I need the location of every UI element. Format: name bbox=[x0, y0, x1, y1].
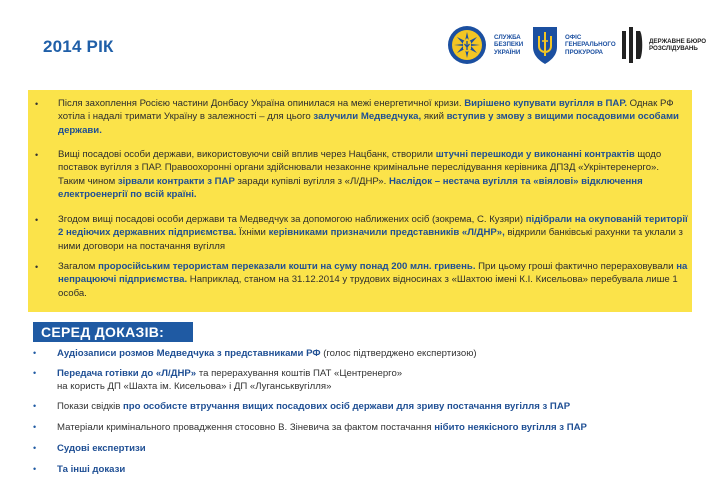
sbu-logo-line: УКРАЇНИ bbox=[494, 48, 521, 56]
header bbox=[0, 0, 720, 90]
summary-point-text bbox=[58, 260, 688, 300]
bullet-icon: • bbox=[35, 99, 39, 109]
highlight-text: Та інші докази bbox=[57, 464, 126, 475]
body-text: Матеріали кримінального провадження стосовно В. Зіневича за фактом постачання bbox=[57, 422, 435, 433]
bullet-icon: • bbox=[35, 150, 39, 160]
summary-point-text bbox=[58, 213, 688, 253]
evidence-item-text bbox=[57, 347, 707, 360]
highlight-text: Передача готівки до «Л/ДНР» bbox=[57, 368, 197, 379]
highlight-text: про особисте втручання вищих посадових осіб держави для зриву постачання вугілля з ПАР bbox=[123, 401, 571, 412]
highlight-text: зірвали контракти з ПАР bbox=[117, 175, 235, 187]
ogp-logo bbox=[530, 22, 616, 68]
evidence-title: СЕРЕД ДОКАЗІВ: bbox=[33, 322, 193, 342]
highlight-text: Судові експертизи bbox=[57, 443, 146, 454]
summary-point-text bbox=[58, 148, 688, 202]
ogp-logo-line: ПРОКУРОРА bbox=[565, 48, 603, 56]
page-title: 2014 РІК bbox=[43, 37, 114, 56]
sbu-logo-line: БЕЗПЕКИ bbox=[494, 41, 524, 49]
bullet-icon: • bbox=[33, 464, 37, 474]
dbr-logo-line: РОЗСЛІДУВАНЬ bbox=[649, 45, 698, 52]
body-text: заради купівлі вугілля з «Л/ДНР». bbox=[234, 175, 389, 187]
body-text: Після захоплення Росією частини Донбасу Україна опинилася на межі енергетичної кризи. bbox=[58, 98, 465, 109]
bullet-icon: • bbox=[33, 422, 37, 432]
summary-panel bbox=[28, 90, 692, 312]
body-text: щодо поставок вугілля з ПАР. Правоохоронні органи здійснювали незаконне кримінальне переслідування керівника ДПЗД «Укрінтеренерго». Таким чином bbox=[58, 149, 662, 187]
highlight-text: на непрацюючі підприємства. bbox=[58, 261, 688, 286]
sbu-logo bbox=[445, 22, 523, 68]
dbr-logo-text bbox=[649, 38, 706, 53]
body-text: Загалом bbox=[58, 261, 99, 272]
highlight-text: проросійським терористам переказали кошти на суму понад 200 млн. гривень. bbox=[98, 261, 476, 272]
body-text: Наприклад, станом на 31.12.2014 у трудових відносинах з «Шахтою імені К.І. Кисельова» перебувала лише 1 особа. bbox=[58, 274, 678, 299]
dbr-emblem-icon bbox=[620, 25, 644, 65]
ogp-shield-icon bbox=[530, 23, 560, 67]
highlight-text: нібито неякісного вугілля з ПАР bbox=[434, 422, 587, 433]
body-text: (голос підтверджено експертизою) bbox=[320, 348, 477, 359]
body-text: Однак РФ хотіла і надалі тримати Україну в залежності – для цього bbox=[58, 98, 674, 123]
body-text: Покази свідків bbox=[57, 401, 124, 412]
dbr-logo bbox=[620, 22, 706, 68]
sbu-logo-text bbox=[494, 34, 523, 56]
highlight-text: Наслідок – нестача вугілля та «віялові» відключення електроенергії по всій країні. bbox=[58, 175, 643, 201]
sbu-shield-icon bbox=[445, 23, 489, 67]
body-text: та перерахування коштів ПАТ «Центренерго» bbox=[196, 368, 403, 379]
body-text: Вищі посадові особи держави, використовуючи свій вплив через Нацбанк, створили bbox=[58, 149, 436, 160]
body-text: відкрили банківські рахунки та уклали з ними договори на постачання вугілля bbox=[58, 227, 683, 252]
highlight-text: штучні перешкоди у виконанні контрактів bbox=[435, 149, 635, 160]
body-text: Згодом вищі посадові особи держави та Медведчук за допомогою наближених осіб (зокрема, С. Кузяри) bbox=[58, 214, 526, 225]
highlight-text: підібрали на окупованій території 2 недіючих державних підприємства. bbox=[58, 214, 688, 239]
body-text: При цьому гроші фактично перераховували bbox=[475, 261, 677, 272]
body-text: на користь ДП «Шахта ім. Кисельова» і ДП «Луганськвугілля» bbox=[57, 381, 332, 392]
ogp-logo-line: ОФІС bbox=[565, 34, 582, 42]
highlight-text: Вирішено купувати вугілля в ПАР. bbox=[464, 98, 627, 109]
evidence-item-text bbox=[57, 442, 707, 455]
highlight-text: керівниками призначили представників «Л/ДНР», bbox=[268, 227, 505, 239]
evidence-item-text bbox=[57, 400, 707, 413]
body-text: Їхніми bbox=[236, 227, 269, 239]
body-text: який bbox=[421, 111, 447, 123]
bullet-icon: • bbox=[33, 348, 37, 358]
ogp-logo-line: ГЕНЕРАЛЬНОГО bbox=[565, 41, 616, 49]
bullet-icon: • bbox=[35, 262, 39, 272]
highlight-text: вступив у змову з вищими посадовими особами держави. bbox=[58, 111, 679, 136]
highlight-text: залучили Медведчука, bbox=[313, 111, 422, 123]
highlight-text: Аудіозаписи розмов Медведчука з представниками РФ bbox=[57, 348, 321, 359]
ogp-logo-text bbox=[565, 34, 616, 56]
sbu-logo-line: СЛУЖБА bbox=[494, 34, 521, 42]
summary-point-text bbox=[58, 97, 688, 137]
bullet-icon: • bbox=[33, 443, 37, 453]
bullet-icon: • bbox=[33, 368, 37, 378]
dbr-logo-line: ДЕРЖАВНЕ БЮРО bbox=[649, 37, 707, 45]
evidence-item-text bbox=[57, 421, 707, 434]
evidence-item-text bbox=[57, 367, 707, 393]
bullet-icon: • bbox=[33, 401, 37, 411]
bullet-icon: • bbox=[35, 215, 39, 225]
evidence-item-text bbox=[57, 463, 707, 476]
